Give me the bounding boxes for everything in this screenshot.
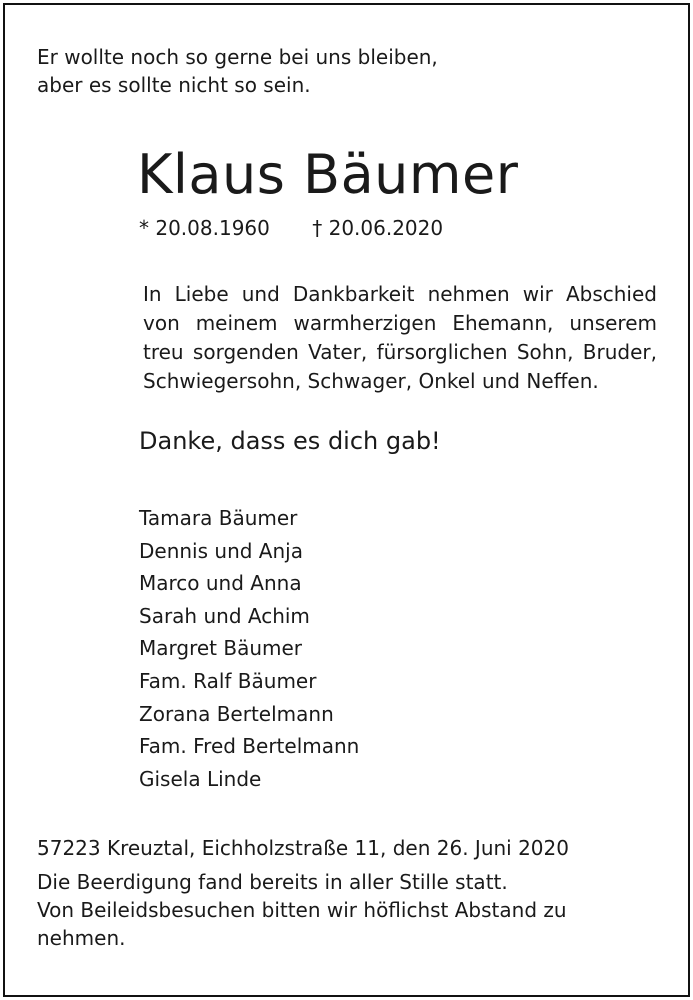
mourners-list	[139, 502, 359, 795]
intro-line: Schwiegersohn, Schwager, Onkel und Neffen.	[143, 369, 599, 393]
intro-line: In Liebe und Dankbarkeit nehmen wir Abschied	[143, 282, 657, 306]
mourner-name: Sarah und Achim	[139, 603, 310, 628]
mourner-name: Zorana Bertelmann	[139, 701, 334, 726]
notice-line: Von Beileidsbesuchen bitten wir höflichst Abstand zu	[37, 898, 567, 922]
mourner-name: Gisela Linde	[139, 766, 262, 791]
motto-line: Er wollte noch so gerne bei uns bleiben,	[37, 45, 438, 69]
mourner-name: Marco und Anna	[139, 571, 302, 596]
birth-date: * 20.08.1960	[139, 216, 270, 240]
notice-line: nehmen.	[37, 926, 126, 950]
mourner-name: Margret Bäumer	[139, 636, 303, 661]
intro-text	[143, 280, 657, 396]
mourner-name: Tamara Bäumer	[139, 506, 298, 530]
thanks-line: Danke, dass es dich gab!	[139, 427, 441, 455]
notice-line: Die Beerdigung fand bereits in aller Stille statt.	[37, 870, 508, 894]
mourner-name: Dennis und Anja	[139, 538, 303, 563]
intro-line: treu sorgenden Vater, fürsorglichen Sohn, Bruder,	[143, 340, 657, 364]
mourner-name: Fam. Ralf Bäumer	[139, 668, 317, 693]
motto-line: aber es sollte nicht so sein.	[37, 73, 311, 97]
death-date: † 20.06.2020	[312, 216, 444, 240]
life-dates	[139, 213, 443, 243]
deceased-name: Klaus Bäumer	[137, 143, 519, 206]
intro-line: von meinem warmherzigen Ehemann, unserem	[143, 311, 657, 335]
mourner-name: Fam. Fred Bertelmann	[139, 734, 360, 759]
motto	[37, 43, 438, 99]
address-line: 57223 Kreuztal, Eichholzstraße 11, den 26. Juni 2020	[37, 836, 569, 860]
footer	[37, 834, 617, 952]
